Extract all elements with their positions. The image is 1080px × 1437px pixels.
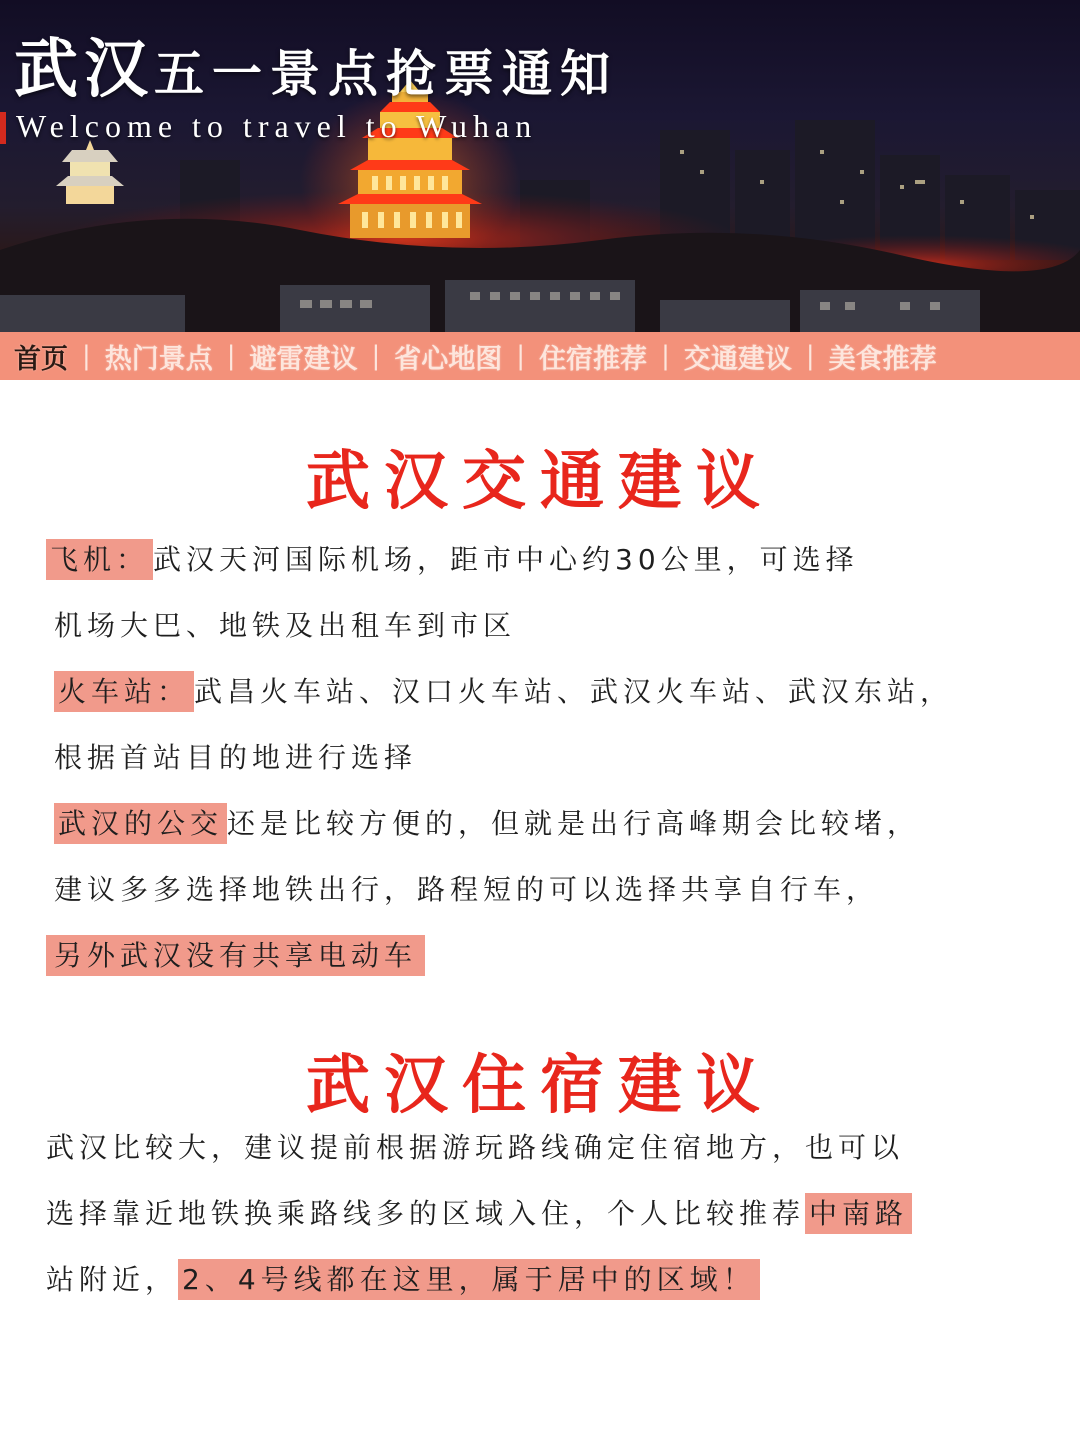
- train-line: [54, 670, 953, 710]
- nav-separator: |: [805, 341, 815, 371]
- bus-line: [54, 802, 920, 842]
- metro-lines-highlight: 2、4号线都在这里，属于居中的区域！: [178, 1259, 760, 1300]
- nav-item-transport[interactable]: 交通建议: [683, 343, 792, 375]
- bus-line-3: [46, 934, 425, 974]
- plane-line: [46, 538, 859, 578]
- train-text: 武昌火车站、汉口火车站、武汉火车站、武汉东站，: [194, 675, 954, 708]
- train-line-2: 根据首站目的地进行选择: [54, 741, 418, 774]
- lodging-line-3-text: 站附近，: [46, 1263, 179, 1296]
- nav-item-food[interactable]: 美食推荐: [828, 343, 937, 375]
- lodging-line-1: 武汉比较大，建议提前根据游玩路线确定住宿地方，也可以: [46, 1131, 905, 1164]
- nav-separator: |: [226, 341, 236, 371]
- nav-bar: [0, 332, 1080, 380]
- nav-separator: |: [82, 341, 91, 371]
- hero-title-main: 武汉: [14, 33, 154, 107]
- nav-separator: |: [661, 341, 670, 371]
- nav-item-home[interactable]: 首页: [14, 343, 68, 375]
- transport-title: 武汉交通建议: [306, 445, 774, 519]
- hero-title: [14, 18, 618, 110]
- lodging-title: 武汉住宿建议: [306, 1049, 774, 1123]
- bus-line-2: 建议多多选择地铁出行，路程短的可以选择共享自行车，: [54, 873, 880, 906]
- nav-item-pitfalls[interactable]: 避雷建议: [249, 343, 358, 375]
- hero-banner: [0, 0, 1080, 332]
- bus-note: 另外武汉没有共享电动车: [46, 935, 425, 976]
- plane-label: 飞机：: [46, 539, 153, 580]
- pavilion-icon: [56, 140, 124, 204]
- lodging-line-3: [46, 1258, 760, 1298]
- nav-separator: |: [371, 341, 381, 371]
- hero-subtitle: Welcome to travel to Wuhan: [16, 108, 538, 144]
- nav-item-lodging[interactable]: 住宿推荐: [539, 343, 648, 375]
- lodging-line-2: [46, 1192, 912, 1232]
- plane-text: 武汉天河国际机场，距市中心约30公里，可选择: [153, 543, 859, 576]
- nav-separator: |: [516, 341, 526, 371]
- nav-item-hot-spots[interactable]: 热门景点: [104, 343, 213, 375]
- lodging-line-2-text: 选择靠近地铁换乘路线多的区域入住，个人比较推荐: [46, 1197, 806, 1230]
- nav-item-map[interactable]: 省心地图: [394, 343, 503, 375]
- bus-label: 武汉的公交: [54, 803, 227, 844]
- bus-text: 还是比较方便的，但就是出行高峰期会比较堵，: [227, 807, 921, 840]
- plane-line-2: 机场大巴、地铁及出租车到市区: [54, 609, 517, 642]
- red-seal-mark: [0, 112, 6, 144]
- hero-title-rest: 五一景点抢票通知: [154, 45, 618, 103]
- train-label: 火车站：: [54, 671, 194, 712]
- zhongnan-road-highlight: 中南路: [805, 1193, 912, 1234]
